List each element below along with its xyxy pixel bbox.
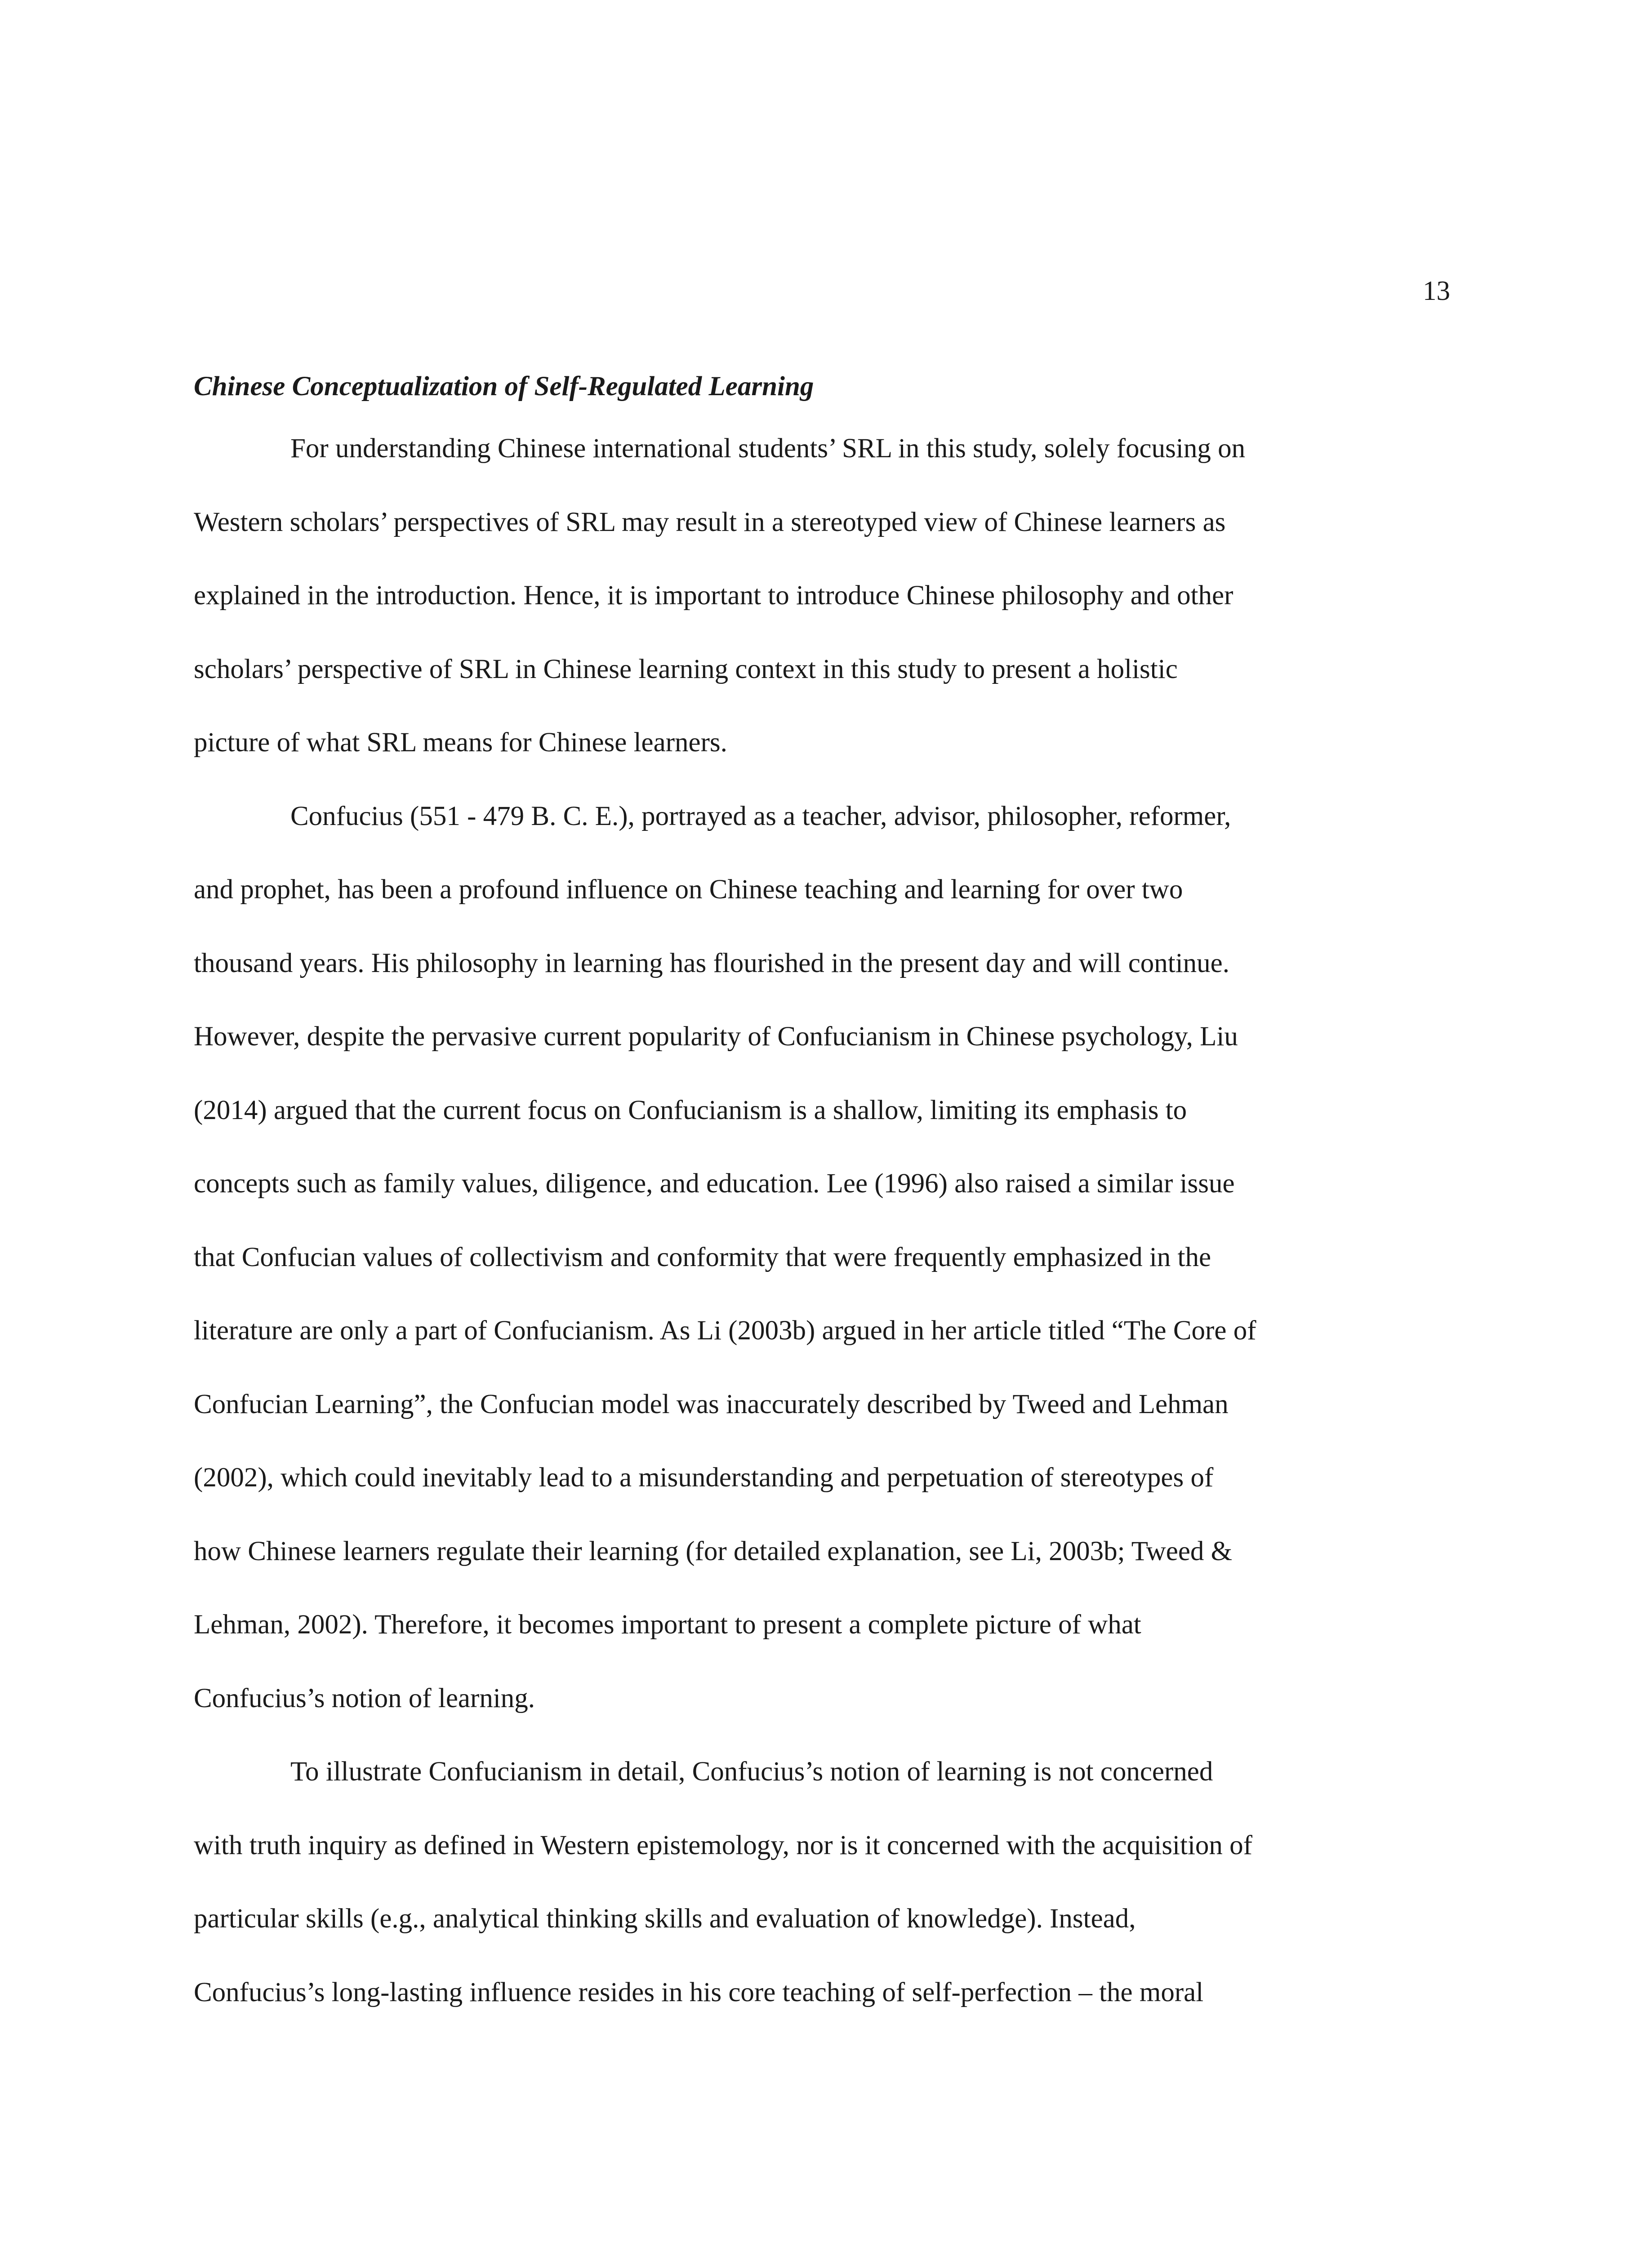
text-line: literature are only a part of Confucianism. As Li (2003b) argued in her article titled “The Core of [194, 1316, 1256, 1346]
text-line: that Confucian values of collectivism and conformity that were frequently emphasized in the [194, 1242, 1211, 1272]
text-line: (2002), which could inevitably lead to a misunderstanding and perpetuation of stereotypes of [194, 1463, 1214, 1493]
text-line: However, despite the pervasive current popularity of Confucianism in Chinese psychology, Liu [194, 1021, 1238, 1052]
text-line: Confucius (551 - 479 B. C. E.), portrayed as a teacher, advisor, philosopher, reformer, [290, 801, 1231, 831]
text-line: and prophet, has been a profound influence on Chinese teaching and learning for over two [194, 874, 1183, 905]
paragraph-1 [194, 412, 1450, 780]
text-line: Confucius’s notion of learning. [194, 1683, 535, 1713]
page-body [194, 369, 1450, 2029]
text-line: picture of what SRL means for Chinese learners. [194, 727, 727, 758]
section-heading: Chinese Conceptualization of Self-Regulated Learning [194, 371, 814, 401]
text-line: For understanding Chinese international students’ SRL in this study, solely focusing on [290, 433, 1246, 464]
text-line: concepts such as family values, diligence, and education. Lee (1996) also raised a similar issue [194, 1169, 1235, 1199]
text-line: thousand years. His philosophy in learning has flourished in the present day and will continue. [194, 948, 1230, 978]
paragraph-2 [194, 780, 1450, 1735]
paragraph-3 [194, 1735, 1450, 2029]
text-line: Confucius’s long-lasting influence resides in his core teaching of self-perfection – the moral [194, 1977, 1204, 2007]
text-line: explained in the introduction. Hence, it is important to introduce Chinese philosophy and other [194, 580, 1233, 611]
text-line: particular skills (e.g., analytical thinking skills and evaluation of knowledge). Instead, [194, 1904, 1136, 1934]
text-line: with truth inquiry as defined in Western epistemology, nor is it concerned with the acquisition of [194, 1830, 1252, 1860]
text-line: (2014) argued that the current focus on Confucianism is a shallow, limiting its emphasis to [194, 1095, 1187, 1125]
text-line: scholars’ perspective of SRL in Chinese learning context in this study to present a holistic [194, 654, 1178, 684]
text-line: how Chinese learners regulate their learning (for detailed explanation, see Li, 2003b; Tweed & [194, 1536, 1233, 1566]
text-line: Confucian Learning”, the Confucian model was inaccurately described by Tweed and Lehman [194, 1389, 1229, 1419]
text-line: Western scholars’ perspectives of SRL may result in a stereotyped view of Chinese learners as [194, 507, 1226, 537]
text-line: Lehman, 2002). Therefore, it becomes important to present a complete picture of what [194, 1610, 1141, 1640]
text-line: To illustrate Confucianism in detail, Confucius’s notion of learning is not concerned [290, 1757, 1213, 1787]
page-number: 13 [1423, 276, 1450, 306]
